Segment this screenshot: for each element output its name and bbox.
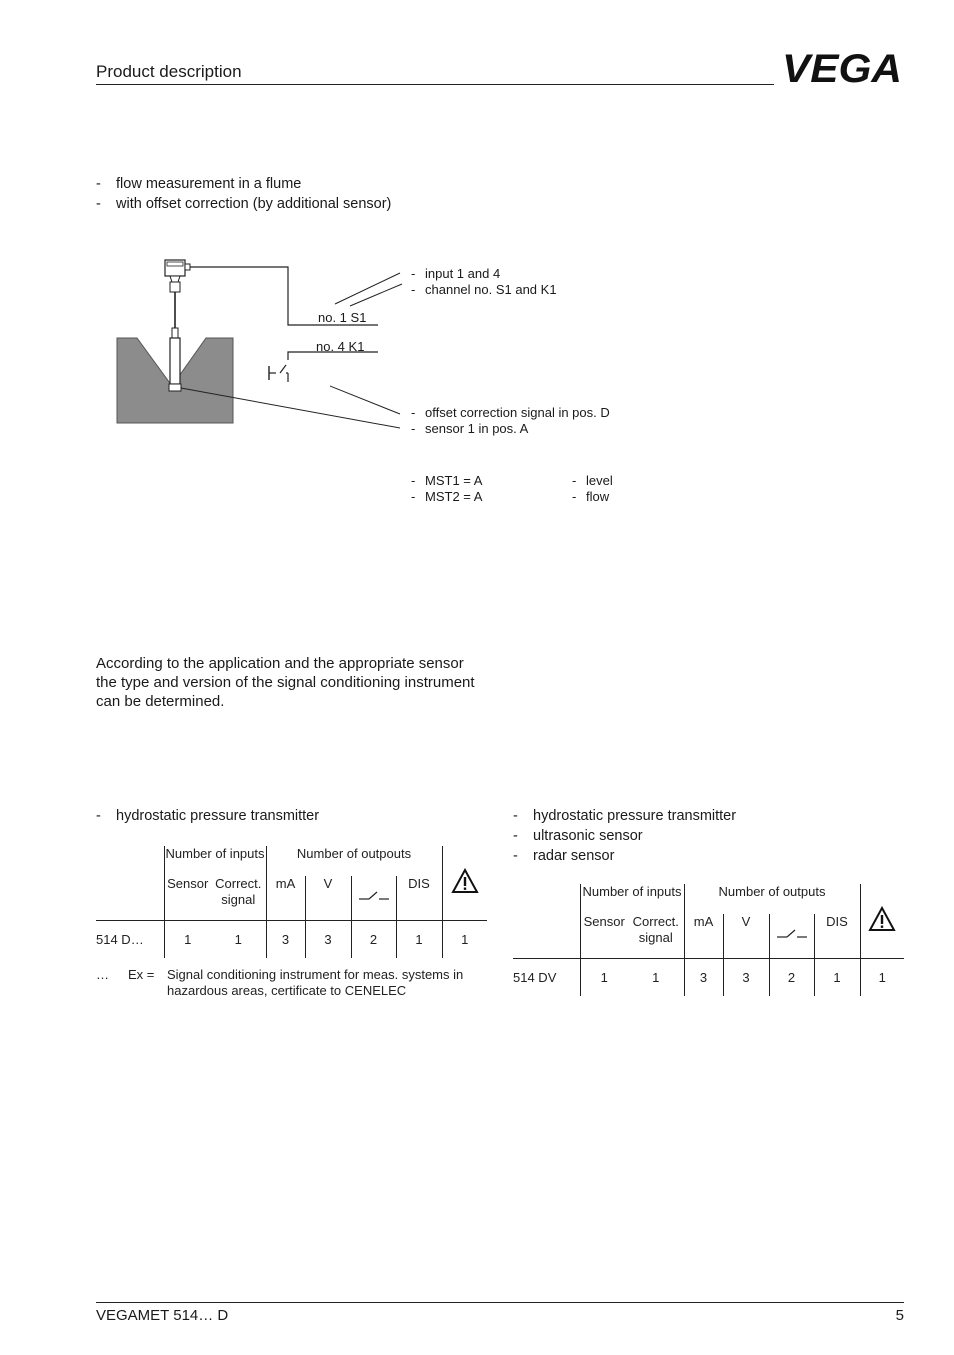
label-no1-s1: no. 1 S1 xyxy=(318,310,367,325)
footer-rule xyxy=(96,1302,904,1303)
warning-icon xyxy=(860,884,904,958)
note-line: - input 1 and 4 xyxy=(411,266,501,281)
group-inputs-header: Number of inputs xyxy=(580,884,684,914)
cell-value: 1 xyxy=(814,958,860,996)
group-inputs-header: Number of inputs xyxy=(164,846,266,876)
cell-value: 1 xyxy=(580,958,628,996)
warning-icon xyxy=(442,846,487,920)
group-outputs-header: Number of outputs xyxy=(684,884,860,914)
cell-value: 1 xyxy=(396,920,442,958)
col-correct-signal: Correct. signal xyxy=(628,914,684,958)
note-line: - offset correction signal in pos. D xyxy=(411,405,610,420)
col-sensor: Sensor xyxy=(164,876,211,920)
cell-value: 1 xyxy=(860,958,904,996)
intro-bullet: - with offset correction (by additional sensor) xyxy=(96,196,392,212)
intro-bullet: - flow measurement in a flume xyxy=(96,176,302,192)
group-outputs-header: Number of outpouts xyxy=(266,846,442,876)
row-label: 514 DV xyxy=(513,969,557,985)
footnote-text: Signal conditioning instrument for meas. systems in hazardous areas, certificate to CENELEC xyxy=(167,967,464,998)
col-sensor: Sensor xyxy=(580,914,628,958)
cell-value: 2 xyxy=(351,920,396,958)
mst-list-right xyxy=(572,473,613,505)
footnote-marker: … xyxy=(96,967,109,982)
label-no4-k1: no. 4 K1 xyxy=(316,339,365,354)
row-label: 514 D… xyxy=(96,931,144,947)
col-dis: DIS xyxy=(814,914,860,958)
col-dis: DIS xyxy=(396,876,442,920)
left-bullet-list xyxy=(96,806,319,826)
note-line: - channel no. S1 and K1 xyxy=(411,282,557,297)
cell-value: 2 xyxy=(769,958,814,996)
intro-bullet-list xyxy=(96,174,391,214)
table-row xyxy=(513,958,904,996)
right-bullet: - hydrostatic pressure transmitter xyxy=(513,808,737,824)
cell-value: 1 xyxy=(652,969,660,985)
relay-switch-icon xyxy=(769,914,814,958)
vega-logo xyxy=(782,48,904,86)
diagram-notes-top xyxy=(411,266,557,298)
table-row xyxy=(96,920,487,958)
diagram-notes-mid xyxy=(411,405,610,437)
footnote-key: Ex = xyxy=(128,967,155,982)
mst-list-left xyxy=(411,473,482,505)
selection-paragraph: According to the application and the appropriate sensor the type and version of the signal conditioning instrument can be determined. xyxy=(96,655,475,710)
mst-line: - MST2 = A xyxy=(411,489,483,504)
right-bullet: - radar sensor xyxy=(513,848,615,864)
left-spec-table xyxy=(96,846,487,958)
left-bullet: - hydrostatic pressure transmitter xyxy=(96,808,320,824)
page-number: 5 xyxy=(895,1307,904,1324)
cell-value: 1 xyxy=(442,920,487,958)
relay-switch-icon xyxy=(351,876,396,920)
footer-product-name: VEGAMET 514… D xyxy=(96,1307,229,1324)
col-v: V xyxy=(723,914,769,958)
mst-line: - flow xyxy=(572,489,610,504)
cell-value: 3 xyxy=(684,958,723,996)
col-v: V xyxy=(305,876,351,920)
cell-value: 1 xyxy=(234,931,242,947)
mst-line: - level xyxy=(572,473,613,488)
mst-line: - MST1 = A xyxy=(411,473,483,488)
col-correct-signal: Correct. signal xyxy=(211,876,266,920)
cell-value: 3 xyxy=(723,958,769,996)
sensor-probe xyxy=(170,338,180,384)
cell-value: 3 xyxy=(266,920,305,958)
right-bullet-list xyxy=(513,806,736,866)
cell-value: 1 xyxy=(164,920,211,958)
right-spec-table xyxy=(513,884,904,996)
cell-value: 3 xyxy=(305,920,351,958)
page-header-title: Product description xyxy=(96,62,242,81)
col-ma: mA xyxy=(684,914,723,958)
note-line: - sensor 1 in pos. A xyxy=(411,421,529,436)
header-rule xyxy=(96,84,774,85)
vega-logo-text: VEGA xyxy=(782,48,902,86)
leader-lines xyxy=(330,268,410,438)
right-bullet: - ultrasonic sensor xyxy=(513,828,643,844)
col-ma: mA xyxy=(266,876,305,920)
